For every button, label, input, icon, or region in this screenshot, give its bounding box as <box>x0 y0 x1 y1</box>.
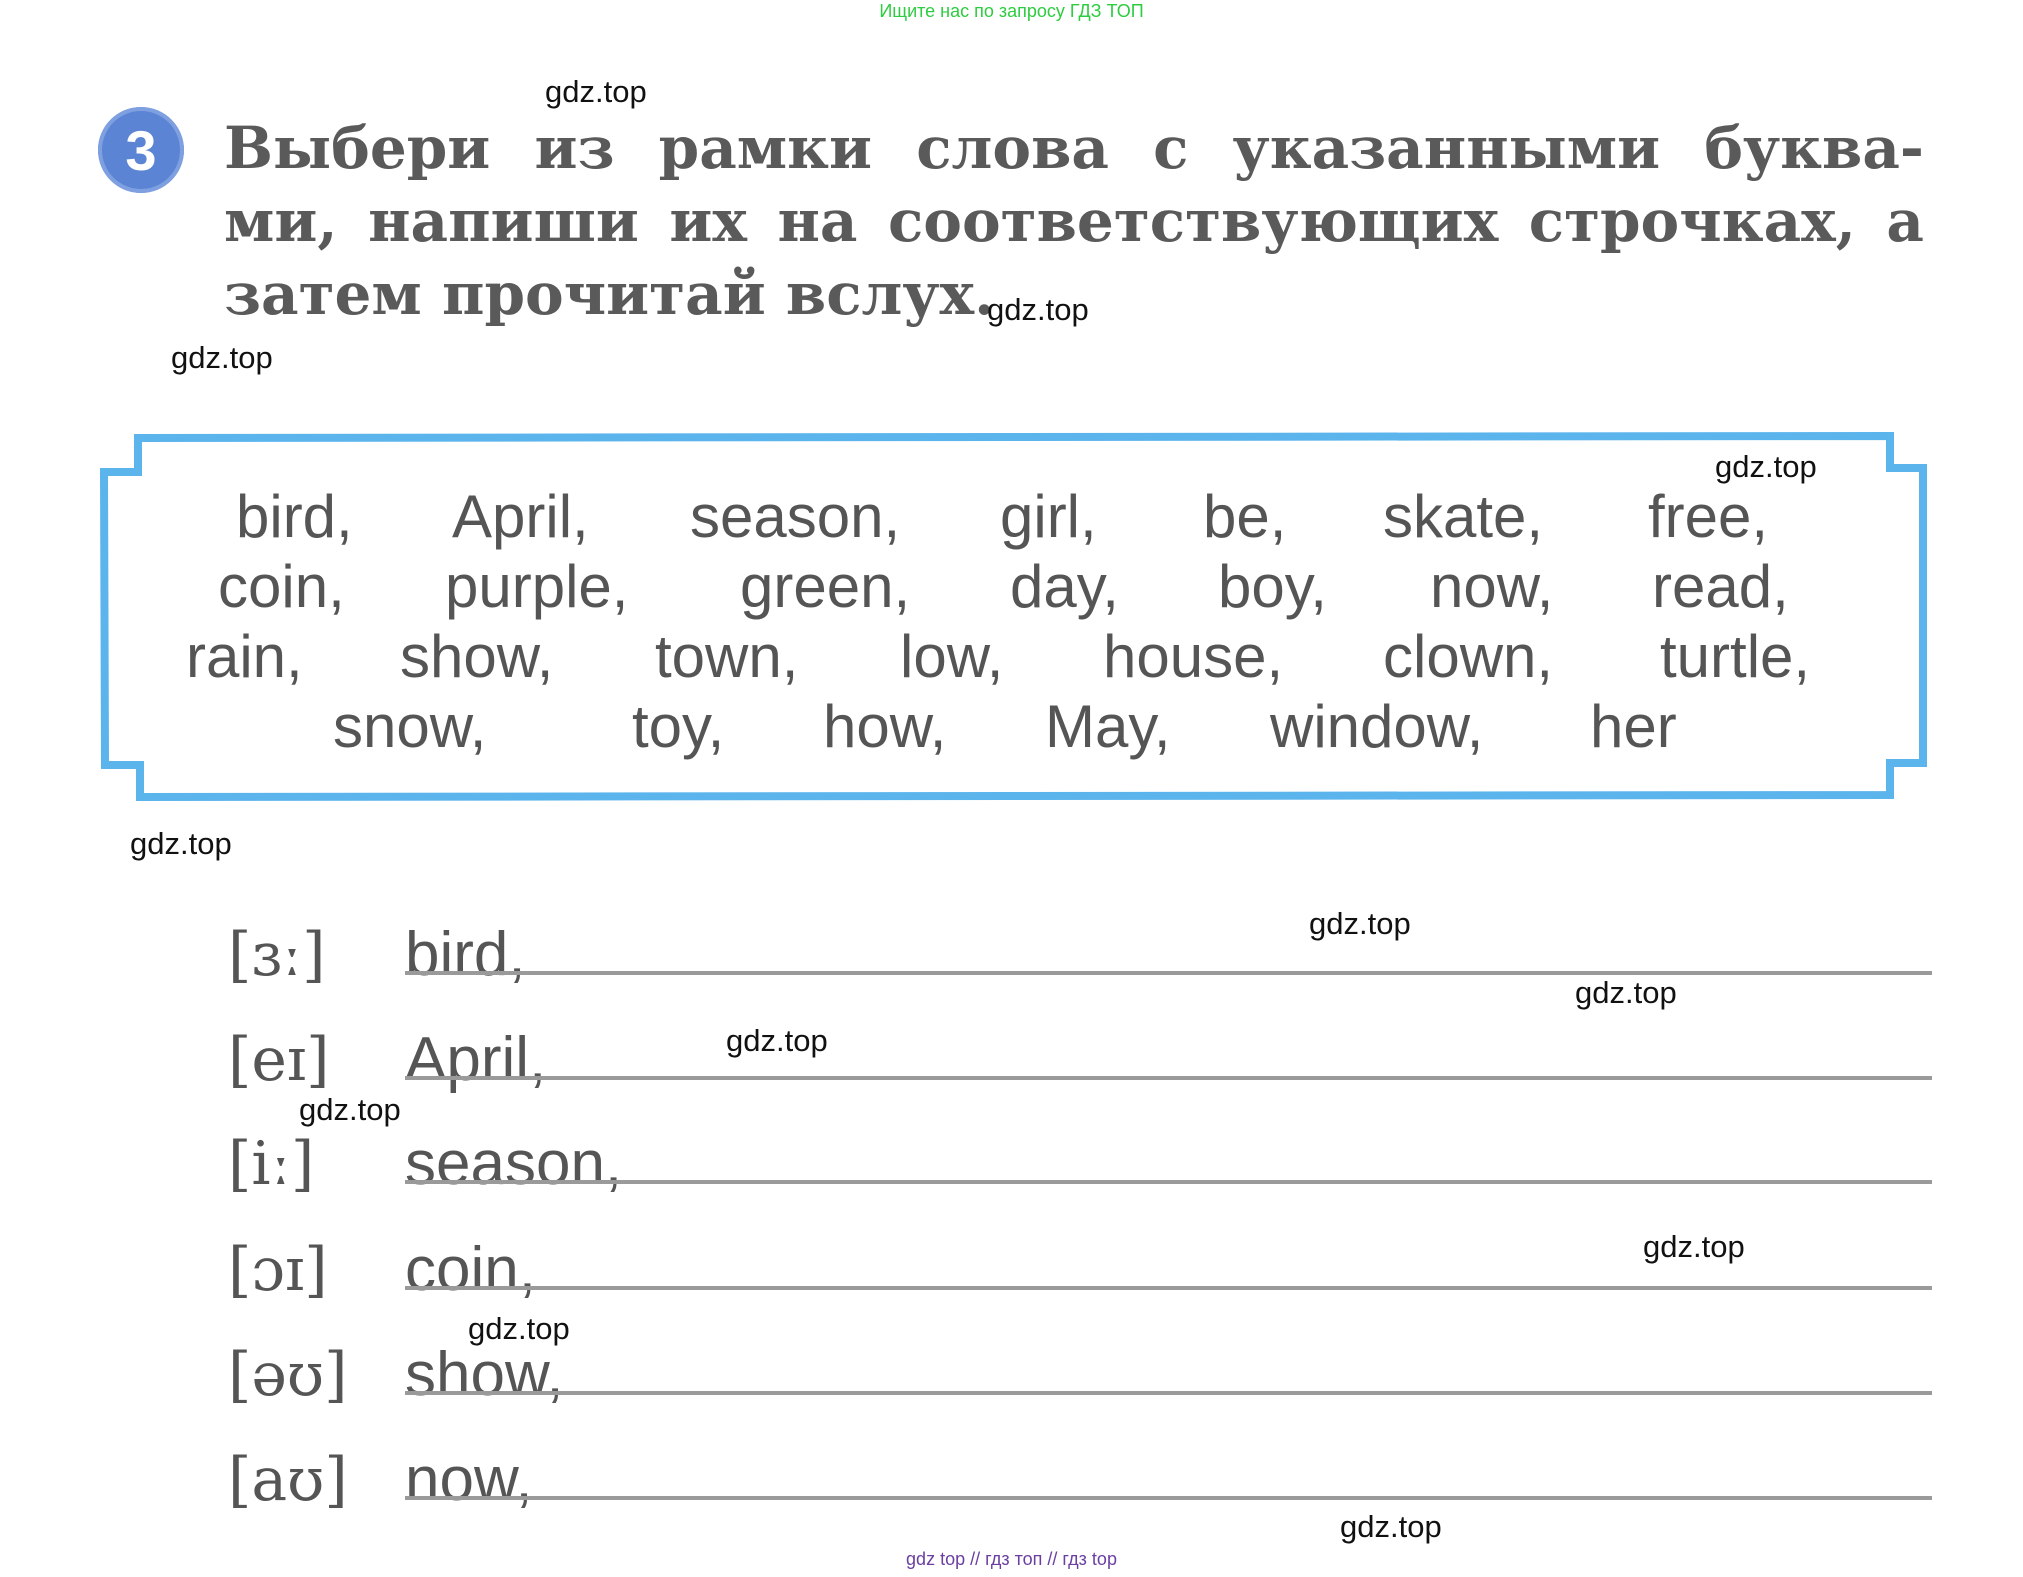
writing-line <box>405 1496 1932 1500</box>
word-item: green, <box>740 553 911 620</box>
watermark: gdz.top <box>1309 906 1411 941</box>
word-item: low, <box>900 623 1004 690</box>
watermark: gdz.top <box>1575 975 1677 1010</box>
word-item: bird, <box>236 483 353 550</box>
watermark: gdz.top <box>987 292 1089 327</box>
writing-line <box>405 1076 1932 1080</box>
example-word: now, <box>405 1445 533 1514</box>
search-banner: Ищите нас по запросу ГДЗ ТОП <box>879 1 1144 21</box>
word-item: read, <box>1652 553 1789 620</box>
answer-row <box>0 915 2023 995</box>
exercise-number-badge: 3 <box>98 107 184 193</box>
example-word: coin, <box>405 1235 536 1304</box>
phoneme-label: [ɜː] <box>228 920 326 990</box>
word-item: be, <box>1203 483 1287 550</box>
word-item: April, <box>452 483 589 550</box>
watermark: gdz.top <box>468 1311 570 1346</box>
word-item: clown, <box>1383 623 1554 690</box>
word-item: season, <box>690 483 901 550</box>
phoneme-label: [aʊ] <box>228 1445 348 1515</box>
phoneme-label: [iː] <box>228 1129 315 1199</box>
word-item: May, <box>1045 693 1171 760</box>
word-item: snow, <box>333 693 487 760</box>
word-item: house, <box>1103 623 1284 690</box>
word-item: coin, <box>218 553 345 620</box>
word-item: day, <box>1010 553 1119 620</box>
answer-row <box>0 1440 2023 1520</box>
example-word: bird, <box>405 920 526 989</box>
example-word: April, <box>405 1025 547 1094</box>
watermark: gdz.top <box>299 1092 401 1127</box>
word-item: her <box>1590 693 1677 760</box>
answer-row <box>0 1124 2023 1204</box>
phoneme-label: [ɔɪ] <box>228 1235 328 1305</box>
watermark: gdz.top <box>130 826 232 861</box>
word-item: girl, <box>1000 483 1097 550</box>
watermark: gdz.top <box>1340 1509 1442 1544</box>
writing-line <box>405 1286 1932 1290</box>
phoneme-label: [əʊ] <box>228 1340 348 1410</box>
word-item: boy, <box>1218 553 1327 620</box>
word-item: now, <box>1430 553 1554 620</box>
word-item: rain, <box>186 623 303 690</box>
word-item: skate, <box>1383 483 1544 550</box>
word-item: purple, <box>445 553 629 620</box>
example-word: season, <box>405 1129 623 1198</box>
watermark: gdz.top <box>545 74 647 109</box>
answer-row <box>0 1020 2023 1100</box>
answer-row <box>0 1335 2023 1415</box>
phoneme-label: [eɪ] <box>228 1025 330 1095</box>
writing-line <box>405 971 1932 975</box>
instruction-line: затем прочитай вслух. <box>224 260 995 328</box>
writing-line <box>405 1180 1932 1184</box>
word-item: toy, <box>632 693 725 760</box>
footer-credit: gdz top // гдз топ // гдз top <box>906 1549 1117 1569</box>
word-item: town, <box>655 623 799 690</box>
word-item: how, <box>823 693 947 760</box>
watermark: gdz.top <box>1643 1229 1745 1264</box>
word-item: show, <box>400 623 554 690</box>
word-item: window, <box>1270 693 1484 760</box>
word-item: turtle, <box>1660 623 1811 690</box>
watermark: gdz.top <box>171 340 273 375</box>
writing-line <box>405 1391 1932 1395</box>
example-word: show, <box>405 1340 564 1409</box>
watermark: gdz.top <box>726 1023 828 1058</box>
word-item: free, <box>1648 483 1769 550</box>
instruction-line: Выбери из рамки слова с указанными буква- <box>224 114 1924 182</box>
watermark: gdz.top <box>1715 449 1817 484</box>
instruction-line: ми, напиши их на соответствующих строчках, а <box>224 187 1924 255</box>
